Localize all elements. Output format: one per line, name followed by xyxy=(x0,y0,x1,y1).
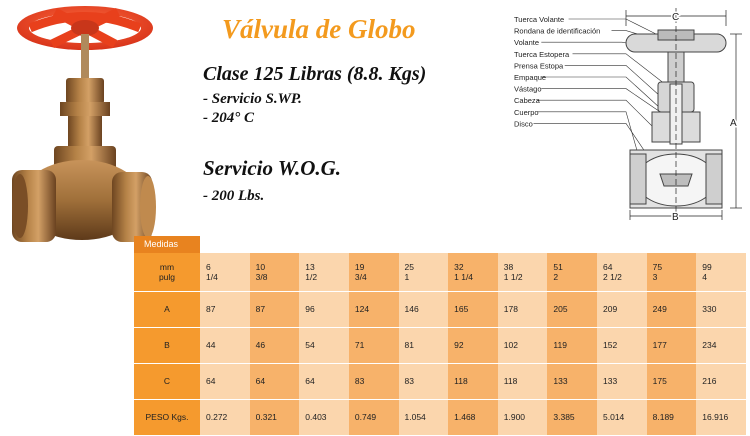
table-cell: 0.321 xyxy=(250,399,300,435)
diagram-part-label: Tuerca Volante xyxy=(514,15,565,24)
table-cell: 0.272 xyxy=(200,399,250,435)
size-pulg: 3/4 xyxy=(354,271,367,282)
table-cell: 96 xyxy=(299,291,349,327)
dimension-b-label: B xyxy=(672,212,679,222)
diagram-part-label: Disco xyxy=(514,119,533,129)
table-row xyxy=(134,399,746,435)
diagram-part-label: Prensa Estopa xyxy=(514,61,564,71)
size-header-cell xyxy=(597,253,647,291)
table-cell: 146 xyxy=(399,291,449,327)
table-cell: 249 xyxy=(647,291,697,327)
table-cell: 330 xyxy=(696,291,746,327)
size-mm: 19 xyxy=(354,261,365,272)
size-mm: 99 xyxy=(702,261,712,272)
table-cell: 81 xyxy=(399,327,449,363)
table-cell: 0.403 xyxy=(299,399,349,435)
table-cell: 54 xyxy=(299,327,349,363)
size-mm: 25 xyxy=(404,261,414,272)
size-mm: 38 xyxy=(503,261,514,272)
diagram-part-label: Empaque xyxy=(514,73,547,82)
table-cell: 118 xyxy=(498,363,548,399)
table-cell: 44 xyxy=(200,327,250,363)
table-row xyxy=(134,327,746,363)
table-cell: 71 xyxy=(349,327,399,363)
size-header-cell xyxy=(448,253,498,291)
size-mm: 32 xyxy=(454,261,464,272)
table-cell: 64 xyxy=(250,363,300,399)
header-label-cell xyxy=(134,253,200,291)
table-cell: 16.916 xyxy=(696,399,746,435)
size-header-cell xyxy=(200,253,250,291)
table-header-row xyxy=(134,253,746,291)
size-pulg: 2 xyxy=(553,271,559,282)
size-header-cell xyxy=(547,253,597,291)
table-cell: 175 xyxy=(647,363,697,399)
size-mm: 13 xyxy=(305,261,315,272)
table-cell: 83 xyxy=(349,363,399,399)
size-pulg: 2 1/2 xyxy=(603,271,622,282)
header-unit-label: mm xyxy=(159,261,175,272)
diagram-part-label: Vástago xyxy=(514,84,542,94)
size-pulg: 3/8 xyxy=(255,271,268,282)
diagram-part-label: Rondana de identificación xyxy=(514,26,601,36)
leader-line xyxy=(537,112,638,154)
table-cell: 46 xyxy=(250,327,300,363)
size-pulg: 1 1/4 xyxy=(454,271,474,282)
class-item: - 204° C xyxy=(203,110,254,126)
size-pulg: 1 1/2 xyxy=(503,271,523,282)
table-cell: 3.385 xyxy=(547,399,597,435)
table-cell: 1.468 xyxy=(448,399,498,435)
size-header-cell xyxy=(498,253,548,291)
size-header-cell xyxy=(399,253,449,291)
table-cell: 119 xyxy=(547,327,597,363)
row-label: B xyxy=(134,327,200,363)
table-cell: 87 xyxy=(250,291,300,327)
size-header-cell xyxy=(349,253,399,291)
row-label: C xyxy=(134,363,200,399)
dimensions-table xyxy=(134,253,746,436)
size-mm: 64 xyxy=(603,261,613,272)
globe-valve-photo xyxy=(0,0,205,250)
size-mm: 75 xyxy=(652,261,663,272)
table-row xyxy=(134,363,746,399)
wog-item: - 200 Lbs. xyxy=(203,188,265,204)
table-cell: 102 xyxy=(498,327,548,363)
size-pulg: 1/4 xyxy=(206,271,218,282)
medidas-tab: Medidas xyxy=(134,236,200,253)
table-cell: 152 xyxy=(597,327,647,363)
row-label: A xyxy=(134,291,200,327)
leader-line xyxy=(541,42,632,44)
table-cell: 8.189 xyxy=(647,399,697,435)
size-header-cell xyxy=(647,253,697,291)
class-item: - Servicio S.WP. xyxy=(203,91,302,107)
leader-line xyxy=(565,65,660,96)
table-cell: 5.014 xyxy=(597,399,647,435)
diagram-part-label: Cabeza xyxy=(514,96,540,106)
wog-heading: Servicio W.O.G. xyxy=(203,156,342,180)
size-mm: 10 xyxy=(255,261,266,272)
table-cell: 165 xyxy=(448,291,498,327)
size-pulg: 1/2 xyxy=(305,271,318,282)
table-cell: 1.054 xyxy=(399,399,449,435)
table-cell: 92 xyxy=(448,327,498,363)
size-mm: 6 xyxy=(206,261,211,272)
table-cell: 234 xyxy=(696,327,746,363)
table-cell: 205 xyxy=(547,291,597,327)
table-row xyxy=(134,291,746,327)
size-header-cell xyxy=(696,253,746,291)
size-header-cell xyxy=(299,253,349,291)
size-pulg: 1 xyxy=(404,271,410,282)
row-label: PESO Kgs. xyxy=(134,399,200,435)
table-cell: 87 xyxy=(200,291,250,327)
size-mm: 51 xyxy=(553,261,563,272)
size-pulg: 4 xyxy=(702,271,707,282)
header-unit-label: pulg xyxy=(158,271,176,282)
table-cell: 177 xyxy=(647,327,697,363)
diagram-part-label: Tuerca Estopera xyxy=(514,49,570,59)
dimension-c-label: C xyxy=(672,12,680,23)
table-cell: 64 xyxy=(299,363,349,399)
class-heading: Clase 125 Libras (8.8. Kgs) xyxy=(203,63,427,85)
table-cell: 83 xyxy=(399,363,449,399)
size-pulg: 3 xyxy=(652,271,658,282)
table-cell: 133 xyxy=(597,363,647,399)
table-cell: 64 xyxy=(200,363,250,399)
table-cell: 124 xyxy=(349,291,399,327)
diagram-part-label: Volante xyxy=(514,38,540,48)
table-cell: 216 xyxy=(696,363,746,399)
valve-cross-section-diagram xyxy=(508,4,746,222)
table-cell: 118 xyxy=(448,363,498,399)
dimension-a-label: A xyxy=(730,118,737,129)
table-cell: 178 xyxy=(498,291,548,327)
table-cell: 133 xyxy=(547,363,597,399)
size-header-cell xyxy=(250,253,300,291)
diagram-part-label: Cuerpo xyxy=(514,107,539,117)
leader-line xyxy=(537,100,654,128)
page-title: Válvula de Globo xyxy=(222,14,416,44)
table-cell: 1.900 xyxy=(498,399,548,435)
table-cell: 209 xyxy=(597,291,647,327)
table-cell: 0.749 xyxy=(349,399,399,435)
leader-line xyxy=(541,77,660,108)
leader-line xyxy=(573,54,671,88)
